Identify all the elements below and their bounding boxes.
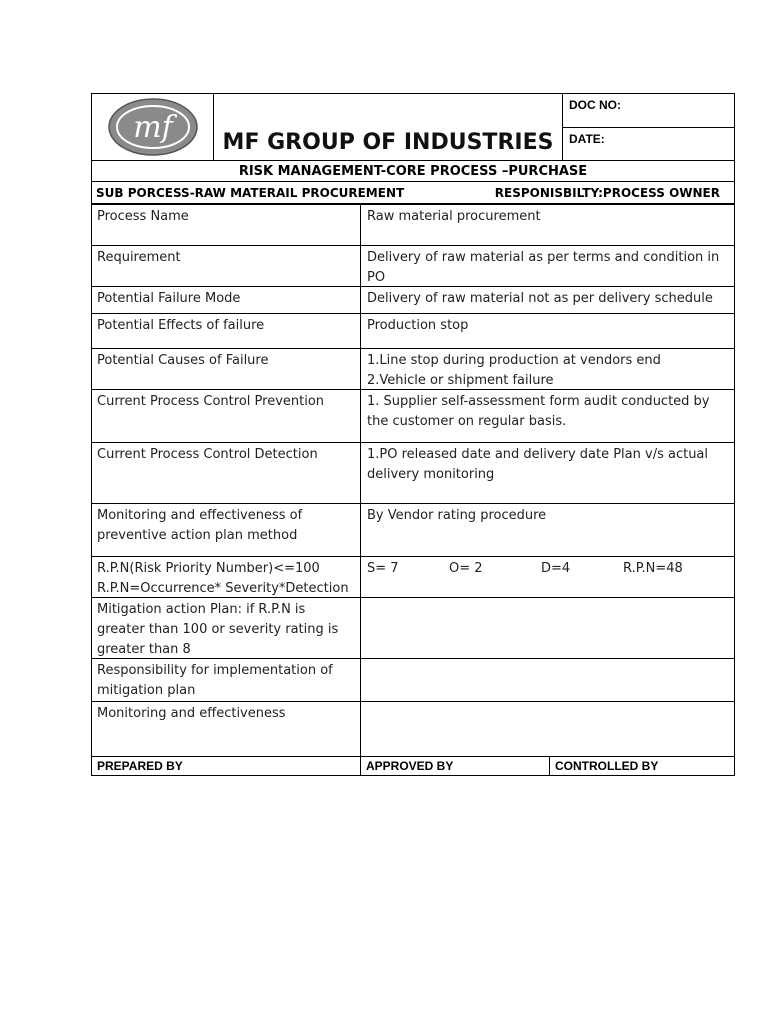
doc-no-label: DOC NO: xyxy=(569,98,621,112)
row-label: Process Name xyxy=(92,205,361,245)
responsibility: RESPONISBILTY:PROCESS OWNER xyxy=(494,186,720,200)
rpn-values xyxy=(361,557,734,597)
form-frame xyxy=(91,93,735,776)
date-label: DATE: xyxy=(563,127,734,160)
signature-footer xyxy=(92,756,734,775)
mf-logo-icon xyxy=(107,97,199,157)
form-header xyxy=(92,94,734,160)
row-label: Current Process Control Detection xyxy=(92,443,361,503)
company-logo-cell xyxy=(92,94,214,160)
prepared-by: PREPARED BY xyxy=(92,757,361,775)
sub-process-band xyxy=(92,181,734,203)
table-row xyxy=(92,286,734,313)
row-value: 1. Supplier self-assessment form audit conducted by the customer on regular basis. xyxy=(367,394,710,429)
row-value: Delivery of raw material not as per delivery schedule xyxy=(367,291,713,306)
row-label: Monitoring and effectiveness of preventive action plan method xyxy=(92,504,361,556)
cause-line-2: 2.Vehicle or shipment failure xyxy=(367,373,554,388)
rpn-formula: R.P.N=Occurrence* Severity*Detection xyxy=(97,581,349,596)
core-process-band: RISK MANAGEMENT-CORE PROCESS –PURCHASE xyxy=(92,160,734,181)
table-row xyxy=(92,205,734,245)
table-row xyxy=(92,597,734,658)
row-label: Requirement xyxy=(92,246,361,286)
row-label: Monitoring and effectiveness xyxy=(92,702,361,756)
row-label: Potential Effects of failure xyxy=(92,314,361,348)
table-row xyxy=(92,658,734,701)
title-cell xyxy=(214,94,562,160)
approved-by: APPROVED BY xyxy=(361,757,550,775)
row-value xyxy=(361,659,734,701)
table-row xyxy=(92,701,734,756)
sub-process: SUB PORCESS-RAW MATERAIL PROCUREMENT xyxy=(96,186,405,200)
row-label: Mitigation action Plan: if R.P.N is greater than 100 or severity rating is greater than 8 xyxy=(92,598,361,658)
table-row xyxy=(92,556,734,597)
row-value: 1.PO released date and delivery date Plan v/s actual delivery monitoring xyxy=(367,447,709,482)
row-label xyxy=(92,557,361,597)
table-row xyxy=(92,348,734,389)
row-value xyxy=(361,598,734,658)
row-label: Potential Causes of Failure xyxy=(92,349,361,389)
severity-value: S= 7 xyxy=(367,561,399,576)
occurrence-value: O= 2 xyxy=(449,561,483,576)
company-title: MF GROUP OF INDUSTRIES xyxy=(222,130,554,155)
logo-text: mf xyxy=(132,110,173,145)
table-row xyxy=(92,442,734,503)
row-value: Raw material procurement xyxy=(367,209,541,224)
row-value xyxy=(361,702,734,756)
cause-line-1: 1.Line stop during production at vendors end xyxy=(367,353,661,368)
row-value: By Vendor rating procedure xyxy=(367,508,547,523)
table-row xyxy=(92,245,734,286)
row-label: Responsibility for implementation of mitigation plan xyxy=(92,659,361,701)
detection-value: D=4 xyxy=(541,561,571,576)
row-label: Current Process Control Prevention xyxy=(92,390,361,442)
table-row xyxy=(92,389,734,442)
risk-management-form xyxy=(91,93,735,776)
row-value xyxy=(361,349,734,389)
table-row xyxy=(92,313,734,348)
rpn-result: R.P.N=48 xyxy=(623,561,683,576)
form-grid xyxy=(92,203,734,756)
row-value: Production stop xyxy=(367,318,469,333)
rpn-definition: R.P.N(Risk Priority Number)<=100 xyxy=(97,561,320,576)
doc-info xyxy=(562,94,734,160)
controlled-by: CONTROLLED BY xyxy=(555,759,659,773)
row-value: Delivery of raw material as per terms and condition in PO xyxy=(367,250,720,285)
row-label: Potential Failure Mode xyxy=(92,287,361,313)
table-row xyxy=(92,503,734,556)
